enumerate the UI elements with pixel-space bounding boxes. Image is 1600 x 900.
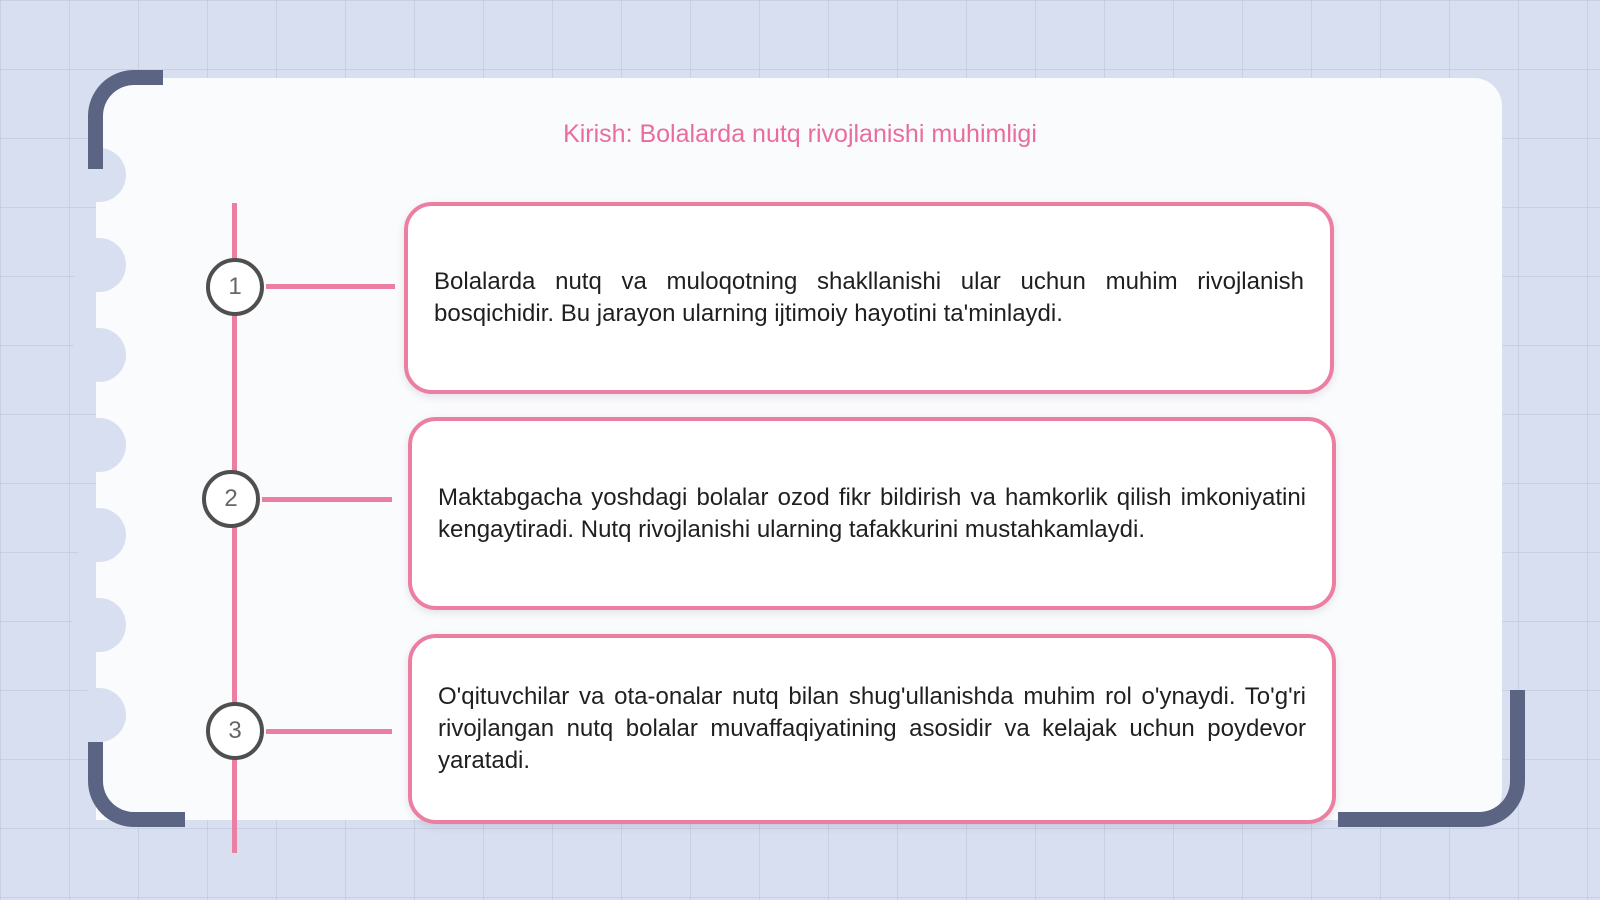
timeline-node-1: 1	[206, 258, 264, 316]
timeline-box-2	[408, 417, 1336, 610]
timeline-connector-3	[266, 729, 392, 734]
card-edge-notch	[72, 688, 126, 742]
card-edge-notch	[72, 418, 126, 472]
corner-bracket-top-left	[88, 70, 163, 169]
corner-bracket-bottom-left	[88, 742, 185, 827]
timeline-box-text: Bolalarda nutq va muloqotning shakllanishi ular uchun muhim rivojlanish bosqichidir. Bu jarayon ularning ijtimoiy hayotini ta'minlaydi.	[434, 268, 1304, 327]
card-edge-notch	[72, 238, 126, 292]
timeline-box-3	[408, 634, 1336, 824]
card-edge-notch	[72, 328, 126, 382]
timeline-box-text: O'qituvchilar va ota-onalar nutq bilan shug'ullanishda muhim rol o'ynaydi. To'g'ri rivojlangan nutq bolalar muvaffaqiyatining asosidir va kelajak uchun poydevor yaratadi.	[438, 683, 1306, 774]
timeline-box-text: Maktabgacha yoshdagi bolalar ozod fikr bildirish va hamkorlik qilish imkoniyatini kengaytiradi. Nutq rivojlanishi ularning tafakkurini mustahkamlaydi.	[438, 483, 1306, 543]
timeline-connector-1	[266, 284, 395, 289]
card-edge-notch	[72, 508, 126, 562]
card-edge-notch	[72, 598, 126, 652]
timeline-box-1	[404, 202, 1334, 394]
slide-title: Kirish: Bolalarda nutq rivojlanishi muhimligi	[563, 120, 1037, 148]
timeline-connector-2	[262, 497, 392, 502]
timeline-node-2: 2	[202, 470, 260, 528]
timeline-node-3: 3	[206, 702, 264, 760]
corner-bracket-bottom-right	[1338, 690, 1525, 827]
